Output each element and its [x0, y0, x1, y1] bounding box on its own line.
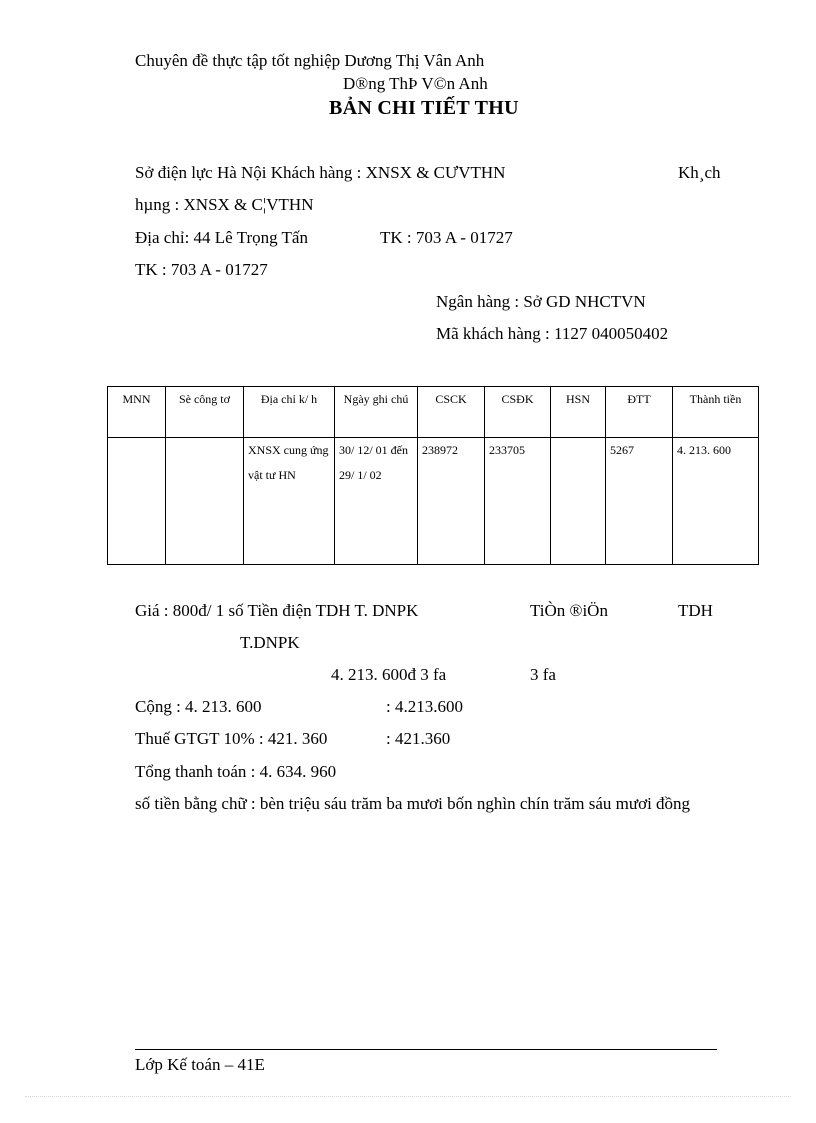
- table-cell: [551, 438, 606, 565]
- detail-table: [107, 386, 759, 565]
- column-header: Thành tiền: [673, 387, 759, 438]
- document-header-line: Chuyên đề thực tập tốt nghiệp Dương Thị Vân Anh: [135, 51, 485, 70]
- column-header: CSCK: [418, 387, 485, 438]
- supplier-customer-line: Sở điện lực Hà Nội Khách hàng : XNSX & CƯVTHN: [135, 163, 506, 182]
- total-value: : 4.213.600: [386, 697, 463, 716]
- page-bottom-border: [25, 1096, 791, 1097]
- column-header: Ngày ghi chú: [335, 387, 418, 438]
- page-title: BẢN CHI TIẾT THU: [329, 97, 519, 119]
- column-header: HSN: [551, 387, 606, 438]
- amount-line: 4. 213. 600đ 3 fa: [331, 665, 447, 684]
- table-cell: [166, 438, 244, 565]
- document-header-garbled-line: D®ng ThÞ V©n Anh: [343, 74, 488, 93]
- phase-label: 3 fa: [530, 665, 556, 684]
- account-number-2: TK : 703 A - 01727: [135, 260, 268, 279]
- table-cell: 4. 213. 600: [673, 438, 759, 565]
- column-header: ĐTT: [606, 387, 673, 438]
- footer-class-label: Lớp Kế toán – 41E: [135, 1055, 265, 1074]
- address-line: Địa chỉ: 44 Lê Trọng Tấn: [135, 228, 308, 247]
- table-cell: XNSX cung ứng vật tư HN: [244, 438, 335, 565]
- table-cell: 238972: [418, 438, 485, 565]
- column-header: CSĐK: [485, 387, 551, 438]
- grand-total-line: Tổng thanh toán : 4. 634. 960: [135, 762, 337, 781]
- footer-divider: [135, 1049, 717, 1050]
- bank-line: Ngân hàng : Sở GD NHCTVN: [436, 292, 646, 311]
- account-number-1: TK : 703 A - 01727: [380, 228, 513, 247]
- table-header-row: [108, 387, 759, 438]
- customer-code-line: Mã khách hàng : 1127 040050402: [436, 324, 669, 343]
- tdh-label: TDH: [678, 601, 713, 620]
- vat-line: Thuế GTGT 10% : 421. 360: [135, 729, 328, 748]
- table-cell: 30/ 12/ 01 đến 29/ 1/ 02: [335, 438, 418, 565]
- tdnpk-label: T.DNPK: [240, 633, 300, 652]
- customer-label-garbled: Kh¸ch: [678, 163, 721, 182]
- table-row: [108, 438, 759, 565]
- column-header: Sè công tơ: [166, 387, 244, 438]
- customer-name-garbled: hµng : XNSX & C¦VTHN: [135, 195, 314, 214]
- electricity-label-garbled: TiÒn ®iÖn: [530, 601, 608, 620]
- total-line: Cộng : 4. 213. 600: [135, 697, 262, 716]
- vat-value: : 421.360: [386, 729, 451, 748]
- column-header: MNN: [108, 387, 166, 438]
- table-cell: 233705: [485, 438, 551, 565]
- column-header: Địa chỉ k/ h: [244, 387, 335, 438]
- table-cell: [108, 438, 166, 565]
- amount-in-words-line: số tiền bằng chữ : bèn triệu sáu trăm ba mươi bốn nghìn chín trăm sáu mươi đồng: [135, 794, 691, 813]
- table-cell: 5267: [606, 438, 673, 565]
- price-line: Giá : 800đ/ 1 số Tiền điện TDH T. DNPK: [135, 601, 419, 620]
